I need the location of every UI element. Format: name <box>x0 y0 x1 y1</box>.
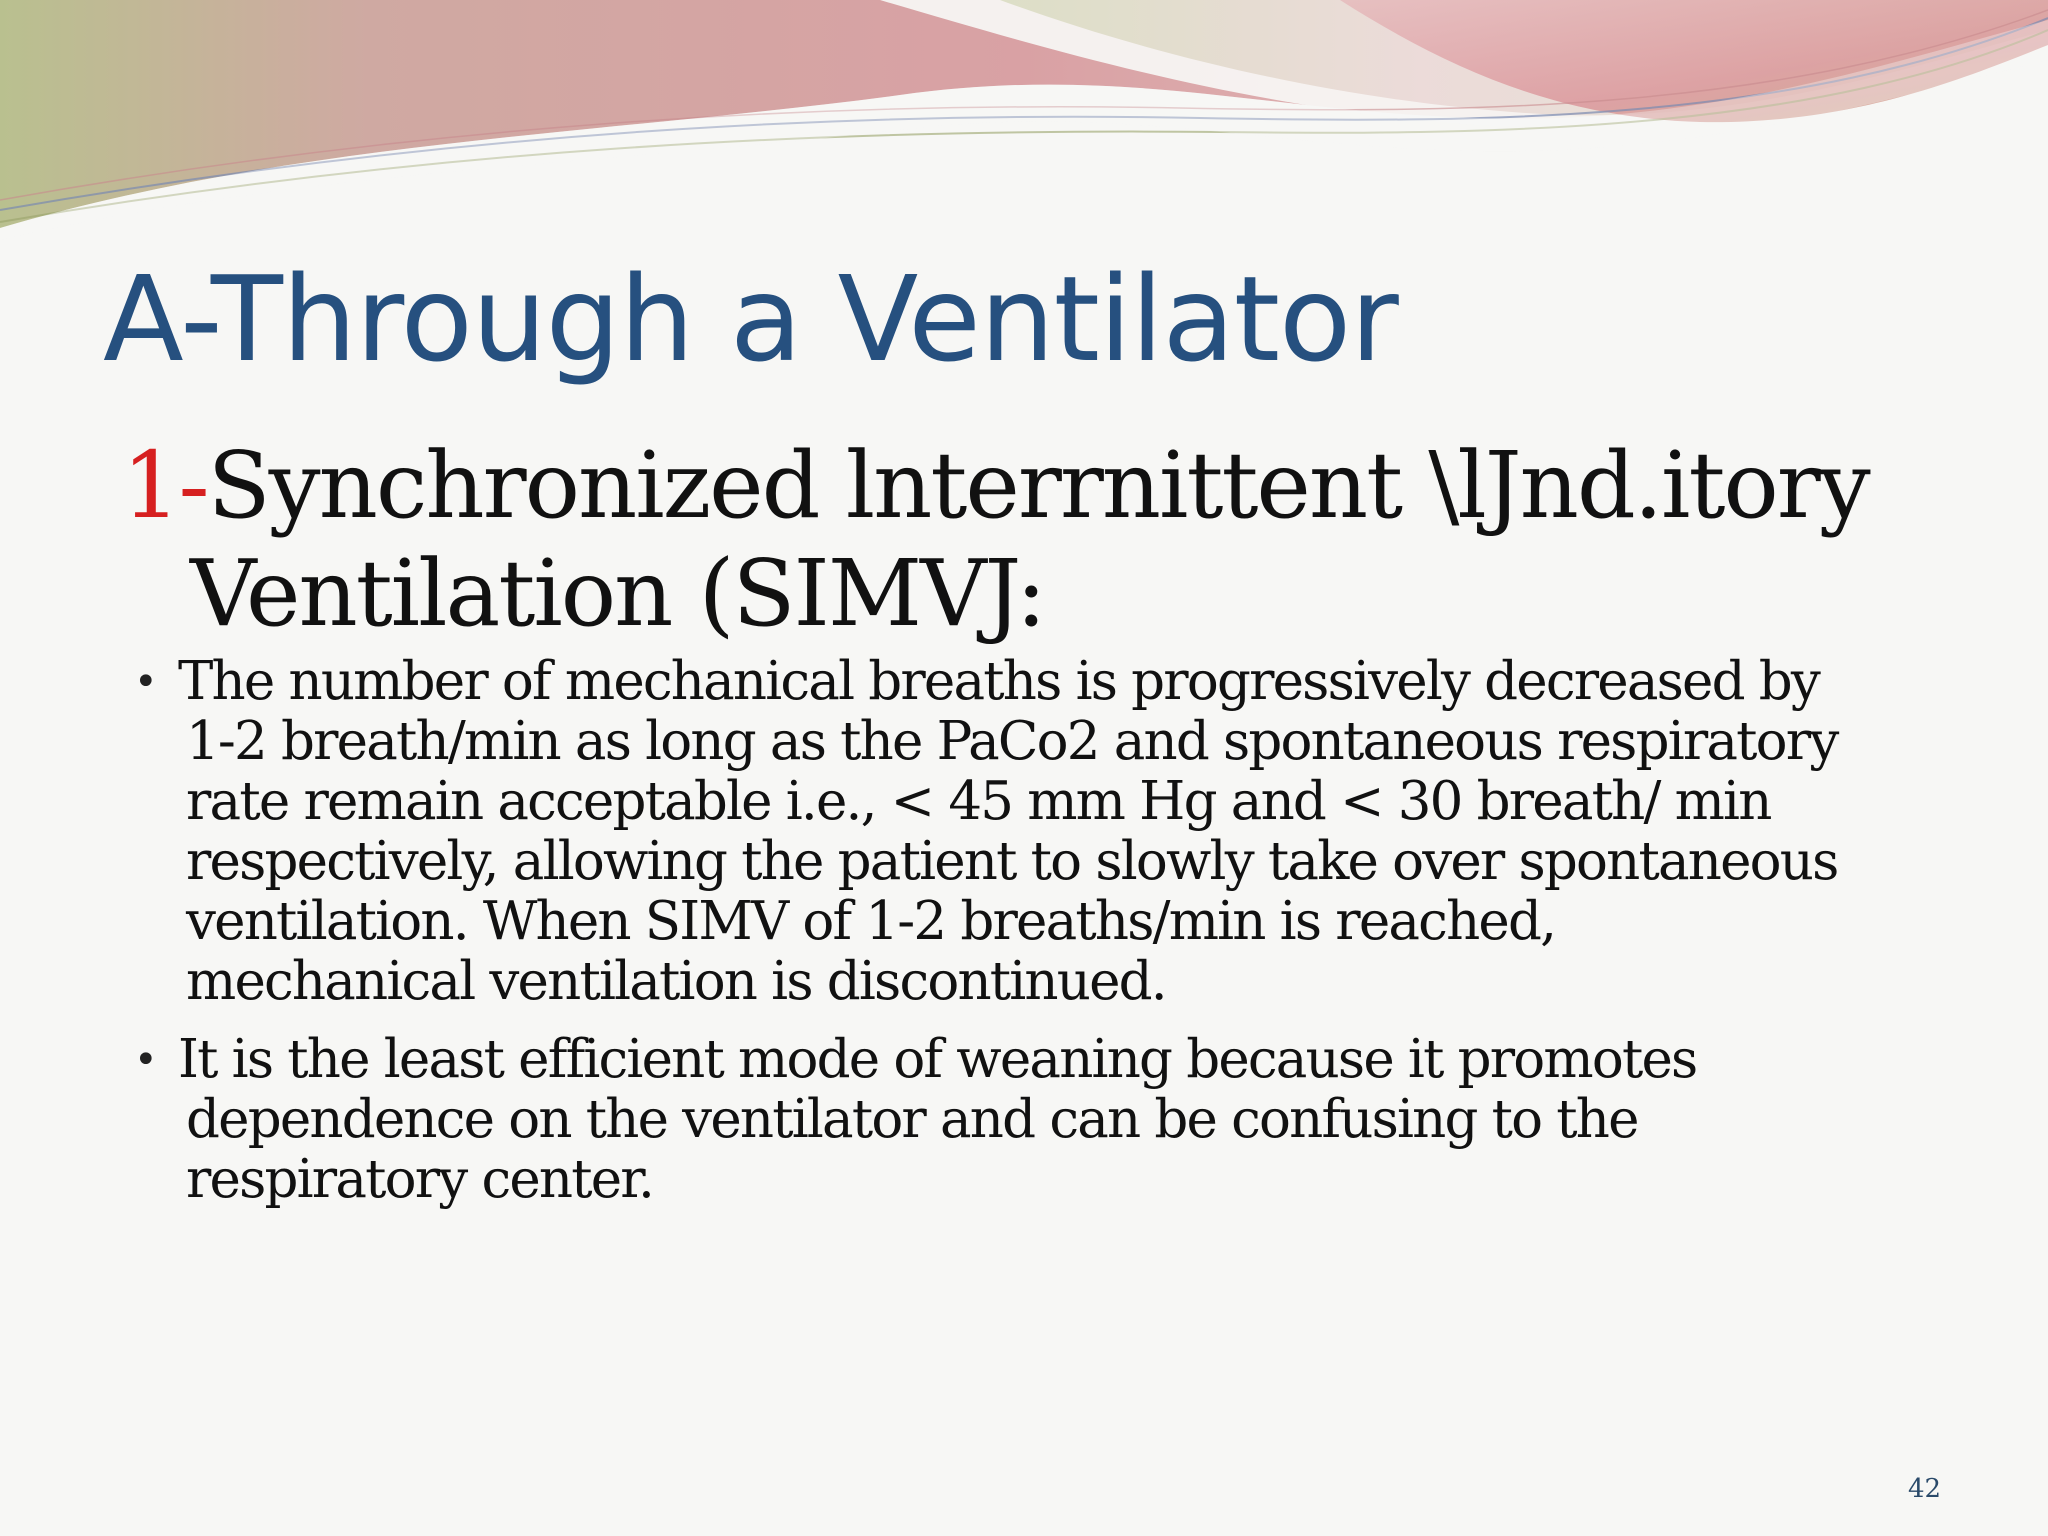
decorative-banner <box>0 0 2048 240</box>
bullet-line: respiratory center. <box>186 1149 654 1210</box>
bullet-line: 1-2 breath/min as long as the PaCo2 and spontaneous respiratory <box>186 711 1838 772</box>
bullet-item <box>134 652 1934 1012</box>
bullet-list <box>134 652 1934 1228</box>
section-number: 1- <box>122 432 208 539</box>
bullet-line: dependence on the ventilator and can be confusing to the <box>186 1089 1638 1150</box>
bullet-icon: • <box>134 1037 156 1083</box>
section-heading <box>122 432 2002 648</box>
bullet-text <box>178 651 1934 1012</box>
bullet-icon: • <box>134 659 156 705</box>
bullet-line: ventilation. When SIMV of 1-2 breaths/min is reached, <box>186 891 1556 952</box>
bullet-line: rate remain acceptable i.e., < 45 mm Hg and < 30 breath/ min <box>186 771 1771 832</box>
section-heading-line-1: Synchronized lnterrnittent \lJnd.itory <box>207 432 1869 539</box>
section-heading-line-2: Ventilation (SIMVJ: <box>190 540 1045 647</box>
bullet-text <box>178 1029 1934 1210</box>
bullet-line: The number of mechanical breaths is progressively decreased by <box>178 651 1820 712</box>
bullet-line: respectively, allowing the patient to slowly take over spontaneous <box>186 831 1838 892</box>
slide-title: A-Through a Ventilator <box>103 250 1398 388</box>
bullet-line: mechanical ventilation is discontinued. <box>186 951 1166 1012</box>
bullet-item <box>134 1030 1934 1210</box>
page-number: 42 <box>1908 1474 1942 1504</box>
bullet-line: It is the least efficient mode of weaning because it promotes <box>178 1029 1697 1090</box>
